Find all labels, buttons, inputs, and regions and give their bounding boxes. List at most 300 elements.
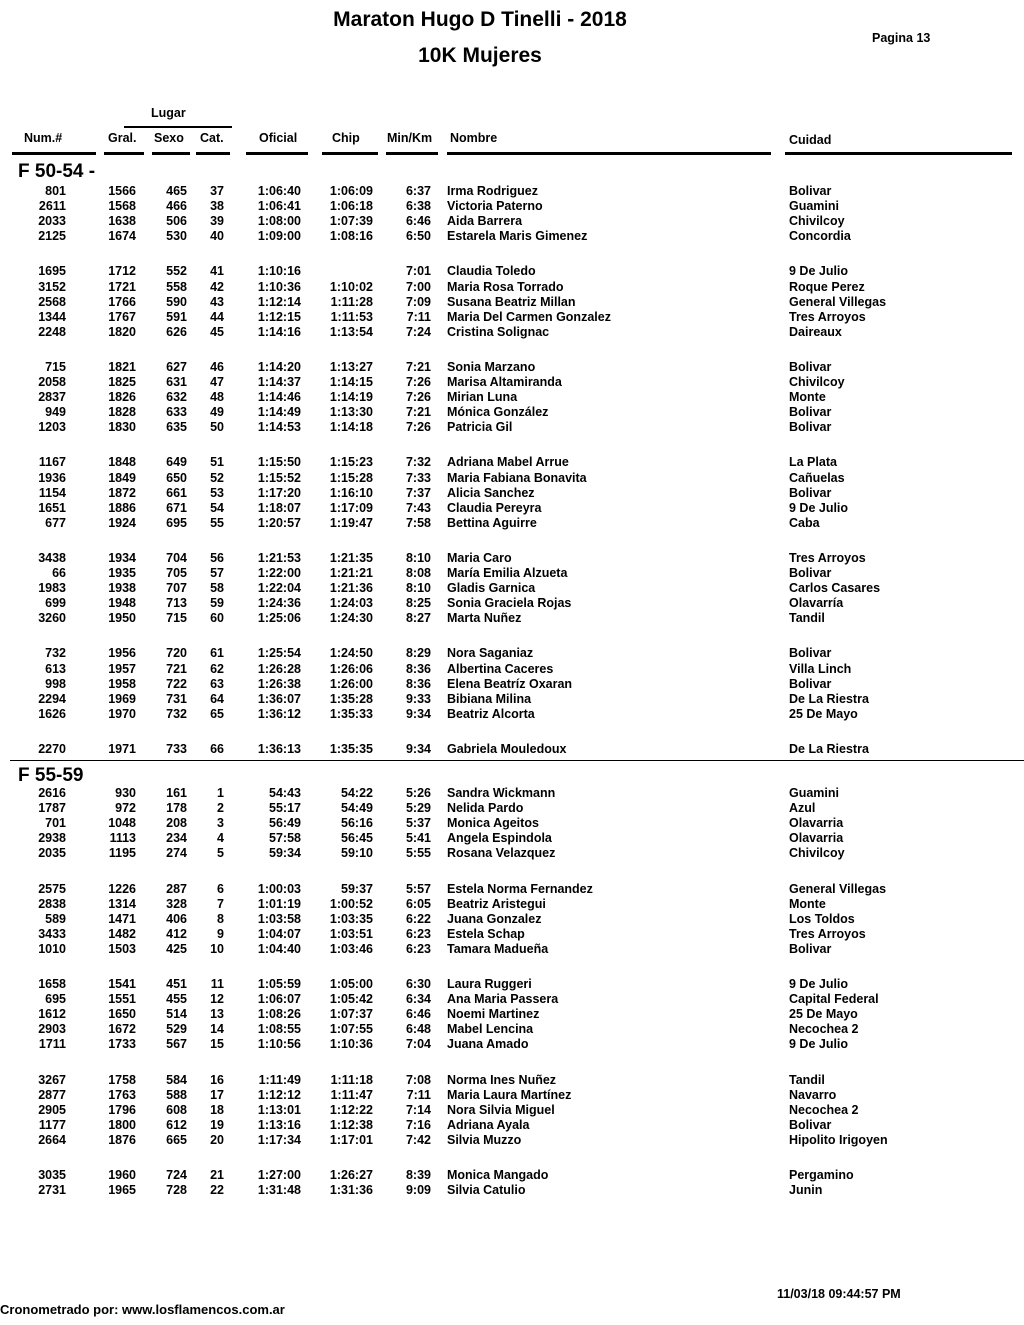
place-overall: 1471 (108, 911, 136, 926)
official-time: 1:14:20 (257, 359, 301, 374)
place-overall: 1650 (108, 1007, 136, 1022)
place-overall: 1830 (108, 420, 136, 435)
place-category: 17 (210, 1087, 224, 1102)
runner-name: Maria Fabiana Bonavita (447, 470, 587, 485)
runner-city: 25 De Mayo (789, 1007, 858, 1022)
bib-number: 1177 (38, 1117, 66, 1132)
place-gender: 695 (166, 515, 187, 530)
pace: 6:30 (405, 977, 431, 991)
place-overall: 1113 (109, 831, 136, 846)
col-chip-underline (322, 152, 378, 155)
place-gender: 627 (166, 359, 187, 374)
place-category: 60 (210, 611, 224, 626)
bib-number: 2837 (38, 390, 66, 405)
runner-city: Chivilcoy (789, 375, 845, 389)
runner-city: Chivilcoy (789, 846, 845, 861)
pace: 6:46 (405, 1007, 431, 1022)
place-category: 6 (217, 881, 224, 896)
col-chip-header: Chip (332, 131, 360, 145)
place-gender: 724 (166, 1168, 187, 1182)
runner-name: Noemi Martinez (447, 1007, 540, 1022)
bib-number: 2058 (38, 375, 66, 389)
place-overall: 930 (115, 786, 136, 800)
place-gender: 731 (166, 691, 187, 706)
runner-city: Bolivar (789, 405, 832, 420)
bib-number: 677 (45, 515, 66, 530)
runner-city: Olavarría (789, 596, 844, 611)
pace: 7:21 (405, 405, 431, 420)
place-gender: 465 (166, 184, 187, 198)
runner-city: 9 De Julio (789, 500, 849, 515)
col-ciudad-underline (785, 152, 1012, 155)
pace: 8:25 (405, 596, 431, 611)
runner-name: Mónica González (447, 405, 549, 420)
place-gender: 631 (166, 375, 187, 389)
runner-city: Junin (789, 1183, 823, 1198)
pace: 9:09 (405, 1183, 431, 1198)
official-time: 1:22:00 (257, 566, 301, 580)
bib-number: 715 (45, 359, 66, 374)
pace: 7:42 (405, 1132, 431, 1147)
runner-city: Bolivar (789, 646, 832, 661)
runner-name: Bettina Aguirre (447, 515, 537, 530)
page-number: Pagina 13 (872, 31, 931, 45)
place-category: 12 (210, 992, 224, 1007)
place-gender: 590 (166, 294, 187, 309)
place-category: 50 (210, 420, 224, 435)
place-overall: 1934 (108, 550, 136, 565)
place-category: 40 (210, 229, 224, 244)
bib-number: 998 (45, 676, 66, 691)
place-category: 7 (217, 896, 224, 911)
place-category: 4 (217, 831, 224, 846)
place-gender: 567 (166, 1037, 187, 1052)
pace: 6:23 (405, 941, 431, 956)
chip-time: 1:06:18 (329, 199, 373, 214)
table-row (0, 455, 1024, 470)
table-row (0, 1183, 1024, 1198)
col-cat-header: Cat. (200, 131, 224, 145)
table-row (0, 786, 1024, 801)
place-category: 53 (210, 485, 224, 500)
official-time: 1:08:55 (257, 1022, 301, 1037)
place-category: 52 (210, 470, 224, 485)
official-time: 1:04:40 (257, 941, 301, 956)
place-category: 22 (210, 1183, 224, 1198)
official-time: 1:13:01 (257, 1102, 301, 1117)
bib-number: 2294 (38, 691, 66, 706)
place-overall: 1314 (108, 896, 136, 911)
place-gender: 584 (166, 1072, 187, 1087)
place-overall: 1638 (108, 214, 136, 229)
footer-credit: Cronometrado por: www.losflamencos.com.ar (0, 1302, 285, 1317)
place-gender: 705 (166, 566, 187, 580)
place-overall: 1721 (108, 279, 136, 294)
pace: 8:36 (405, 661, 431, 676)
place-gender: 425 (166, 941, 187, 956)
place-gender: 287 (166, 881, 187, 896)
runner-city: Azul (789, 801, 816, 816)
place-gender: 588 (166, 1087, 187, 1102)
place-category: 63 (210, 676, 224, 691)
table-row (0, 831, 1024, 846)
table-row (0, 199, 1024, 214)
place-overall: 1541 (108, 977, 136, 991)
bib-number: 1658 (38, 977, 66, 991)
bib-number: 1203 (38, 420, 66, 435)
chip-time: 1:13:54 (329, 324, 373, 339)
runner-name: Estela Norma Fernandez (447, 881, 593, 896)
place-category: 48 (210, 390, 224, 405)
table-row (0, 1022, 1024, 1037)
official-time: 1:36:12 (257, 706, 301, 721)
place-category: 9 (217, 926, 224, 941)
place-gender: 412 (166, 926, 187, 941)
place-overall: 1826 (108, 390, 136, 405)
col-oficial-underline (246, 152, 308, 155)
runner-name: Claudia Toledo (447, 264, 536, 279)
place-category: 18 (210, 1102, 224, 1117)
chip-time: 1:15:28 (329, 470, 373, 485)
place-category: 54 (210, 500, 224, 515)
official-time: 1:14:37 (257, 375, 301, 389)
runner-name: Adriana Mabel Arrue (447, 455, 569, 470)
place-overall: 1924 (108, 515, 136, 530)
place-overall: 1226 (108, 881, 136, 896)
official-time: 1:26:28 (257, 661, 301, 676)
lugar-group-header: Lugar (151, 106, 186, 120)
pace: 7:01 (405, 264, 431, 279)
runner-name: Maria Caro (447, 550, 512, 565)
chip-time: 1:13:30 (329, 405, 373, 420)
place-gender: 552 (166, 264, 187, 279)
chip-time: 1:14:19 (329, 390, 373, 405)
runner-name: Bibiana Milina (447, 691, 532, 706)
place-category: 5 (217, 846, 224, 861)
place-overall: 1195 (108, 846, 136, 861)
bib-number: 2125 (38, 229, 66, 244)
place-category: 43 (210, 294, 224, 309)
place-gender: 406 (166, 911, 187, 926)
place-gender: 715 (166, 611, 187, 626)
bib-number: 589 (45, 911, 66, 926)
runner-name: Juana Gonzalez (447, 911, 542, 926)
place-overall: 1971 (108, 741, 136, 756)
runner-city: 9 De Julio (789, 977, 849, 991)
chip-time: 1:21:36 (329, 581, 373, 596)
place-gender: 530 (166, 229, 187, 244)
place-overall: 1950 (108, 611, 136, 626)
runner-city: Hipolito Irigoyen (789, 1132, 888, 1147)
official-time: 1:25:06 (257, 611, 301, 626)
runner-name: Sandra Wickmann (447, 786, 556, 800)
pace: 6:46 (405, 214, 431, 229)
official-time: 1:01:19 (257, 896, 301, 911)
place-gender: 506 (166, 214, 187, 229)
chip-time: 1:05:00 (329, 977, 373, 991)
official-time: 55:17 (269, 801, 301, 816)
bib-number: 701 (45, 816, 66, 831)
bib-number: 2903 (38, 1022, 66, 1037)
table-row (0, 1037, 1024, 1052)
chip-time: 1:24:30 (329, 611, 373, 626)
runner-city: General Villegas (789, 881, 887, 896)
bib-number: 2248 (38, 324, 66, 339)
chip-time: 1:31:36 (329, 1183, 373, 1198)
official-time: 1:15:50 (257, 455, 301, 470)
table-row (0, 360, 1024, 375)
chip-time: 1:16:10 (329, 485, 373, 500)
runner-name: Gabriela Mouledoux (447, 741, 567, 756)
table-row (0, 596, 1024, 611)
place-category: 66 (210, 741, 224, 756)
pace: 8:29 (405, 646, 431, 661)
bib-number: 2575 (38, 881, 66, 896)
chip-time: 1:06:09 (329, 184, 373, 198)
official-time: 1:14:46 (257, 390, 301, 405)
official-time: 1:14:16 (257, 324, 301, 339)
official-time: 1:27:00 (257, 1168, 301, 1182)
chip-time: 1:07:55 (329, 1022, 373, 1037)
runner-city: 9 De Julio (789, 264, 849, 279)
bib-number: 1167 (38, 455, 66, 470)
official-time: 1:25:54 (257, 646, 301, 661)
place-overall: 1551 (108, 992, 136, 1007)
place-gender: 632 (166, 390, 187, 405)
official-time: 54:43 (269, 786, 301, 800)
place-category: 49 (210, 405, 224, 420)
pace: 6:48 (405, 1022, 431, 1037)
place-overall: 1568 (108, 199, 136, 214)
official-time: 1:20:57 (257, 515, 301, 530)
place-gender: 721 (166, 661, 187, 676)
bib-number: 2033 (38, 214, 66, 229)
place-overall: 1886 (108, 500, 136, 515)
col-nombre-header: Nombre (450, 131, 498, 145)
place-gender: 455 (166, 992, 187, 1007)
runner-city: De La Riestra (789, 741, 869, 756)
table-row (0, 581, 1024, 596)
official-time: 1:36:13 (257, 741, 301, 756)
place-overall: 1566 (108, 184, 136, 198)
bib-number: 2611 (38, 199, 66, 214)
chip-time: 1:14:18 (329, 420, 373, 435)
chip-time: 1:14:15 (329, 375, 373, 389)
place-gender: 591 (166, 309, 187, 324)
runner-name: Victoria Paterno (447, 199, 543, 214)
col-gral-header: Gral. (108, 131, 137, 145)
runner-name: Gladis Garnica (447, 581, 536, 596)
pace: 8:27 (405, 611, 431, 626)
place-overall: 1957 (108, 661, 136, 676)
official-time: 1:17:20 (257, 485, 301, 500)
chip-time: 1:35:33 (329, 706, 373, 721)
place-category: 45 (210, 324, 224, 339)
runner-name: Irma Rodriguez (447, 184, 538, 198)
bib-number: 2664 (38, 1132, 66, 1147)
place-overall: 1767 (108, 309, 136, 324)
official-time: 59:34 (269, 846, 301, 861)
footer-timestamp: 11/03/18 09:44:57 PM (777, 1287, 901, 1301)
official-time: 1:15:52 (257, 470, 301, 485)
place-category: 59 (210, 596, 224, 611)
bib-number: 1711 (38, 1037, 66, 1052)
runner-city: Bolivar (789, 359, 832, 374)
bib-number: 1983 (38, 581, 66, 596)
table-row (0, 325, 1024, 340)
place-overall: 1503 (108, 941, 136, 956)
chip-time: 1:26:06 (329, 661, 373, 676)
bib-number: 732 (45, 646, 66, 661)
bib-number: 1154 (38, 485, 66, 500)
col-sexo-header: Sexo (154, 131, 184, 145)
pace: 8:36 (405, 676, 431, 691)
table-row (0, 1103, 1024, 1118)
runner-city: Villa Linch (789, 661, 852, 676)
runner-city: Guamini (789, 199, 840, 214)
bib-number: 2731 (38, 1183, 66, 1198)
chip-time: 1:03:51 (329, 926, 373, 941)
runner-name: Silvia Catulio (447, 1183, 526, 1198)
chip-time: 1:26:27 (329, 1168, 373, 1182)
pace: 6:37 (405, 184, 431, 198)
chip-time: 1:11:47 (330, 1087, 373, 1102)
place-overall: 1960 (108, 1168, 136, 1182)
bib-number: 2568 (38, 294, 66, 309)
bib-number: 2838 (38, 896, 66, 911)
bib-number: 1787 (38, 801, 66, 816)
report-title: Maraton Hugo D Tinelli - 2018 (333, 8, 627, 31)
bib-number: 2035 (38, 846, 66, 861)
runner-city: Olavarria (789, 816, 844, 831)
runner-city: Monte (789, 896, 826, 911)
place-category: 64 (210, 691, 224, 706)
table-row (0, 977, 1024, 992)
table-row (0, 882, 1024, 897)
place-category: 2 (217, 801, 224, 816)
place-overall: 972 (115, 801, 136, 816)
pace: 5:41 (405, 831, 431, 846)
pace: 6:22 (405, 911, 431, 926)
place-overall: 1825 (108, 375, 136, 389)
place-gender: 733 (166, 741, 187, 756)
runner-name: Monica Ageitos (447, 816, 539, 831)
col-sexo-underline (152, 152, 190, 155)
place-overall: 1848 (108, 455, 136, 470)
bib-number: 3433 (38, 926, 66, 941)
chip-time: 1:03:35 (329, 911, 373, 926)
table-row (0, 375, 1024, 390)
chip-time: 1:12:38 (329, 1117, 373, 1132)
pace: 5:29 (405, 801, 431, 816)
runner-name: Claudia Pereyra (447, 500, 542, 515)
runner-city: Daireaux (789, 324, 842, 339)
runner-name: Mirian Luna (447, 390, 518, 405)
official-time: 1:03:58 (257, 911, 301, 926)
place-category: 58 (210, 581, 224, 596)
col-num-header: Num.# (24, 131, 63, 145)
table-row (0, 405, 1024, 420)
place-overall: 1876 (108, 1132, 136, 1147)
place-category: 3 (217, 816, 224, 831)
pace: 5:55 (405, 846, 431, 861)
table-row (0, 801, 1024, 816)
place-overall: 1800 (108, 1117, 136, 1132)
place-gender: 732 (166, 706, 187, 721)
table-row (0, 1088, 1024, 1103)
place-category: 38 (210, 199, 224, 214)
bib-number: 2877 (38, 1087, 66, 1102)
runner-name: Adriana Ayala (447, 1117, 530, 1132)
table-row (0, 927, 1024, 942)
runner-name: Ana Maria Passera (447, 992, 559, 1007)
bib-number: 3438 (38, 550, 66, 565)
official-time: 1:21:53 (257, 550, 301, 565)
bib-number: 1651 (38, 500, 66, 515)
runner-city: Carlos Casares (789, 581, 881, 596)
runner-city: Guamini (789, 786, 840, 800)
official-time: 1:18:07 (257, 500, 301, 515)
runner-city: Cañuelas (789, 470, 845, 485)
place-gender: 713 (166, 596, 187, 611)
place-overall: 1956 (108, 646, 136, 661)
place-gender: 466 (166, 199, 187, 214)
official-time: 1:17:34 (257, 1132, 301, 1147)
runner-city: Los Toldos (789, 911, 855, 926)
place-category: 10 (210, 941, 224, 956)
place-overall: 1758 (108, 1072, 136, 1087)
table-row (0, 942, 1024, 957)
bib-number: 66 (52, 566, 66, 580)
pace: 7:00 (405, 279, 431, 294)
runner-city: Tandil (789, 611, 825, 626)
runner-name: Nelida Pardo (447, 801, 524, 816)
place-overall: 1948 (108, 596, 136, 611)
table-row (0, 992, 1024, 1007)
place-gender: 451 (166, 977, 187, 991)
place-gender: 514 (166, 1007, 187, 1022)
place-category: 39 (210, 214, 224, 229)
table-row (0, 646, 1024, 661)
official-time: 1:06:07 (257, 992, 301, 1007)
pace: 7:26 (405, 390, 431, 405)
pace: 8:39 (405, 1168, 431, 1182)
runner-city: 9 De Julio (789, 1037, 849, 1052)
runner-name: Alicia Sanchez (447, 485, 535, 500)
runner-city: Necochea 2 (789, 1022, 859, 1037)
place-overall: 1828 (108, 405, 136, 420)
runner-city: De La Riestra (789, 691, 869, 706)
chip-time: 1:11:18 (330, 1072, 373, 1087)
official-time: 1:05:59 (257, 977, 301, 991)
category-heading: F 55-59 (18, 765, 84, 786)
bib-number: 949 (45, 405, 66, 420)
runner-city: Caba (789, 515, 820, 530)
place-gender: 529 (166, 1022, 187, 1037)
chip-time: 1:13:27 (329, 359, 373, 374)
place-gender: 161 (166, 786, 187, 800)
chip-time: 1:11:28 (330, 294, 373, 309)
bib-number: 3035 (38, 1168, 66, 1182)
pace: 7:24 (405, 324, 431, 339)
runner-city: Tandil (789, 1072, 825, 1087)
official-time: 1:12:12 (257, 1087, 301, 1102)
official-time: 1:11:49 (258, 1072, 301, 1087)
table-row (0, 742, 1024, 757)
pace: 5:37 (405, 816, 431, 831)
table-row (0, 486, 1024, 501)
chip-time: 1:05:42 (329, 992, 373, 1007)
